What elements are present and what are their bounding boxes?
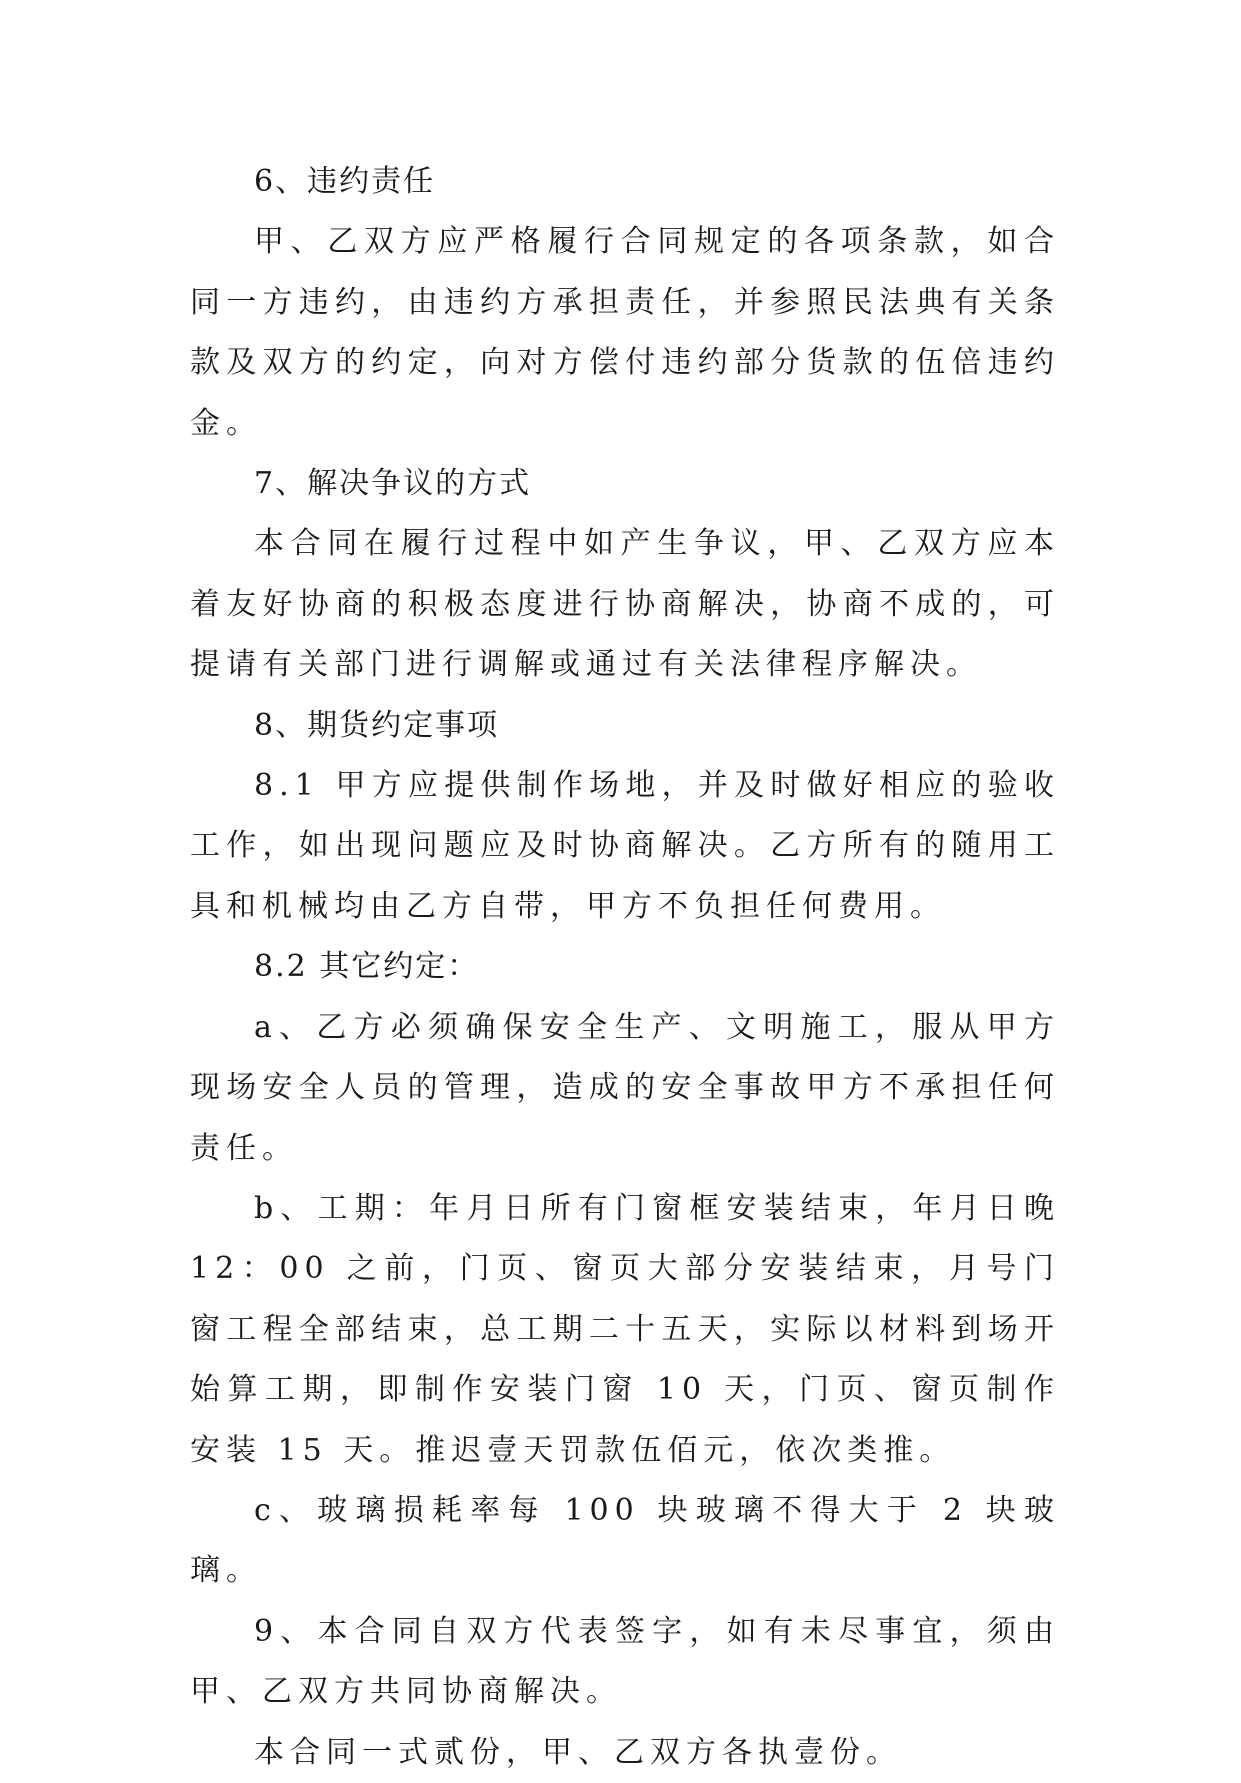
paragraph-copies: 本合同一式贰份，甲、乙双方各执壹份。: [254, 1734, 902, 1770]
section-heading-futures: 8、期货约定事项: [254, 707, 500, 743]
paragraph-item-c: c、玻璃损耗率每 100 块玻璃不得大于 2 块玻璃。: [190, 1492, 1060, 1589]
paragraph-clause-8-2: 8.2 其它约定：: [254, 949, 480, 985]
paragraph-breach-liability: 甲、乙双方应严格履行合同规定的各项条款，如合同一方违约，由违约方承担责任，并参照民法典有关条款及双方的约定，向对方偿付违约部分货款的伍倍违约金。: [190, 224, 1060, 441]
paragraph-dispute-resolution: 本合同在履行过程中如产生争议，甲、乙双方应本着友好协商的积极态度进行协商解决，协商不成的，可提请有关部门进行调解或通过有关法律程序解决。: [190, 526, 1060, 683]
paragraph-clause-8-1: 8.1 甲方应提供制作场地，并及时做好相应的验收工作，如出现问题应及时协商解决。乙方所有的随用工具和机械均由乙方自带，甲方不负担任何费用。: [190, 768, 1060, 924]
section-heading-breach: 6、违约责任: [254, 164, 436, 199]
document-body: [190, 152, 1060, 1783]
section-heading-dispute: 7、解决争议的方式: [254, 466, 532, 502]
paragraph-clause-9: 9、本合同自双方代表签字，如有未尽事宜，须由甲、乙双方共同协商解决。: [190, 1613, 1060, 1710]
paragraph-item-a: a、乙方必须确保安全生产、文明施工，服从甲方现场安全人员的管理，造成的安全事故甲方不承担任何责任。: [190, 1009, 1060, 1166]
paragraph-item-b: b、工期：年月日所有门窗框安装结束，年月日晚 12：00 之前，门页、窗页大部分安装结束，月号门窗工程全部结束，总工期二十五天，实际以材料到场开始算工期，即制作安装门窗 10 天，门页、窗页制作安装 15 天。推迟壹天罚款伍佰元，依次类推。: [190, 1190, 1060, 1468]
